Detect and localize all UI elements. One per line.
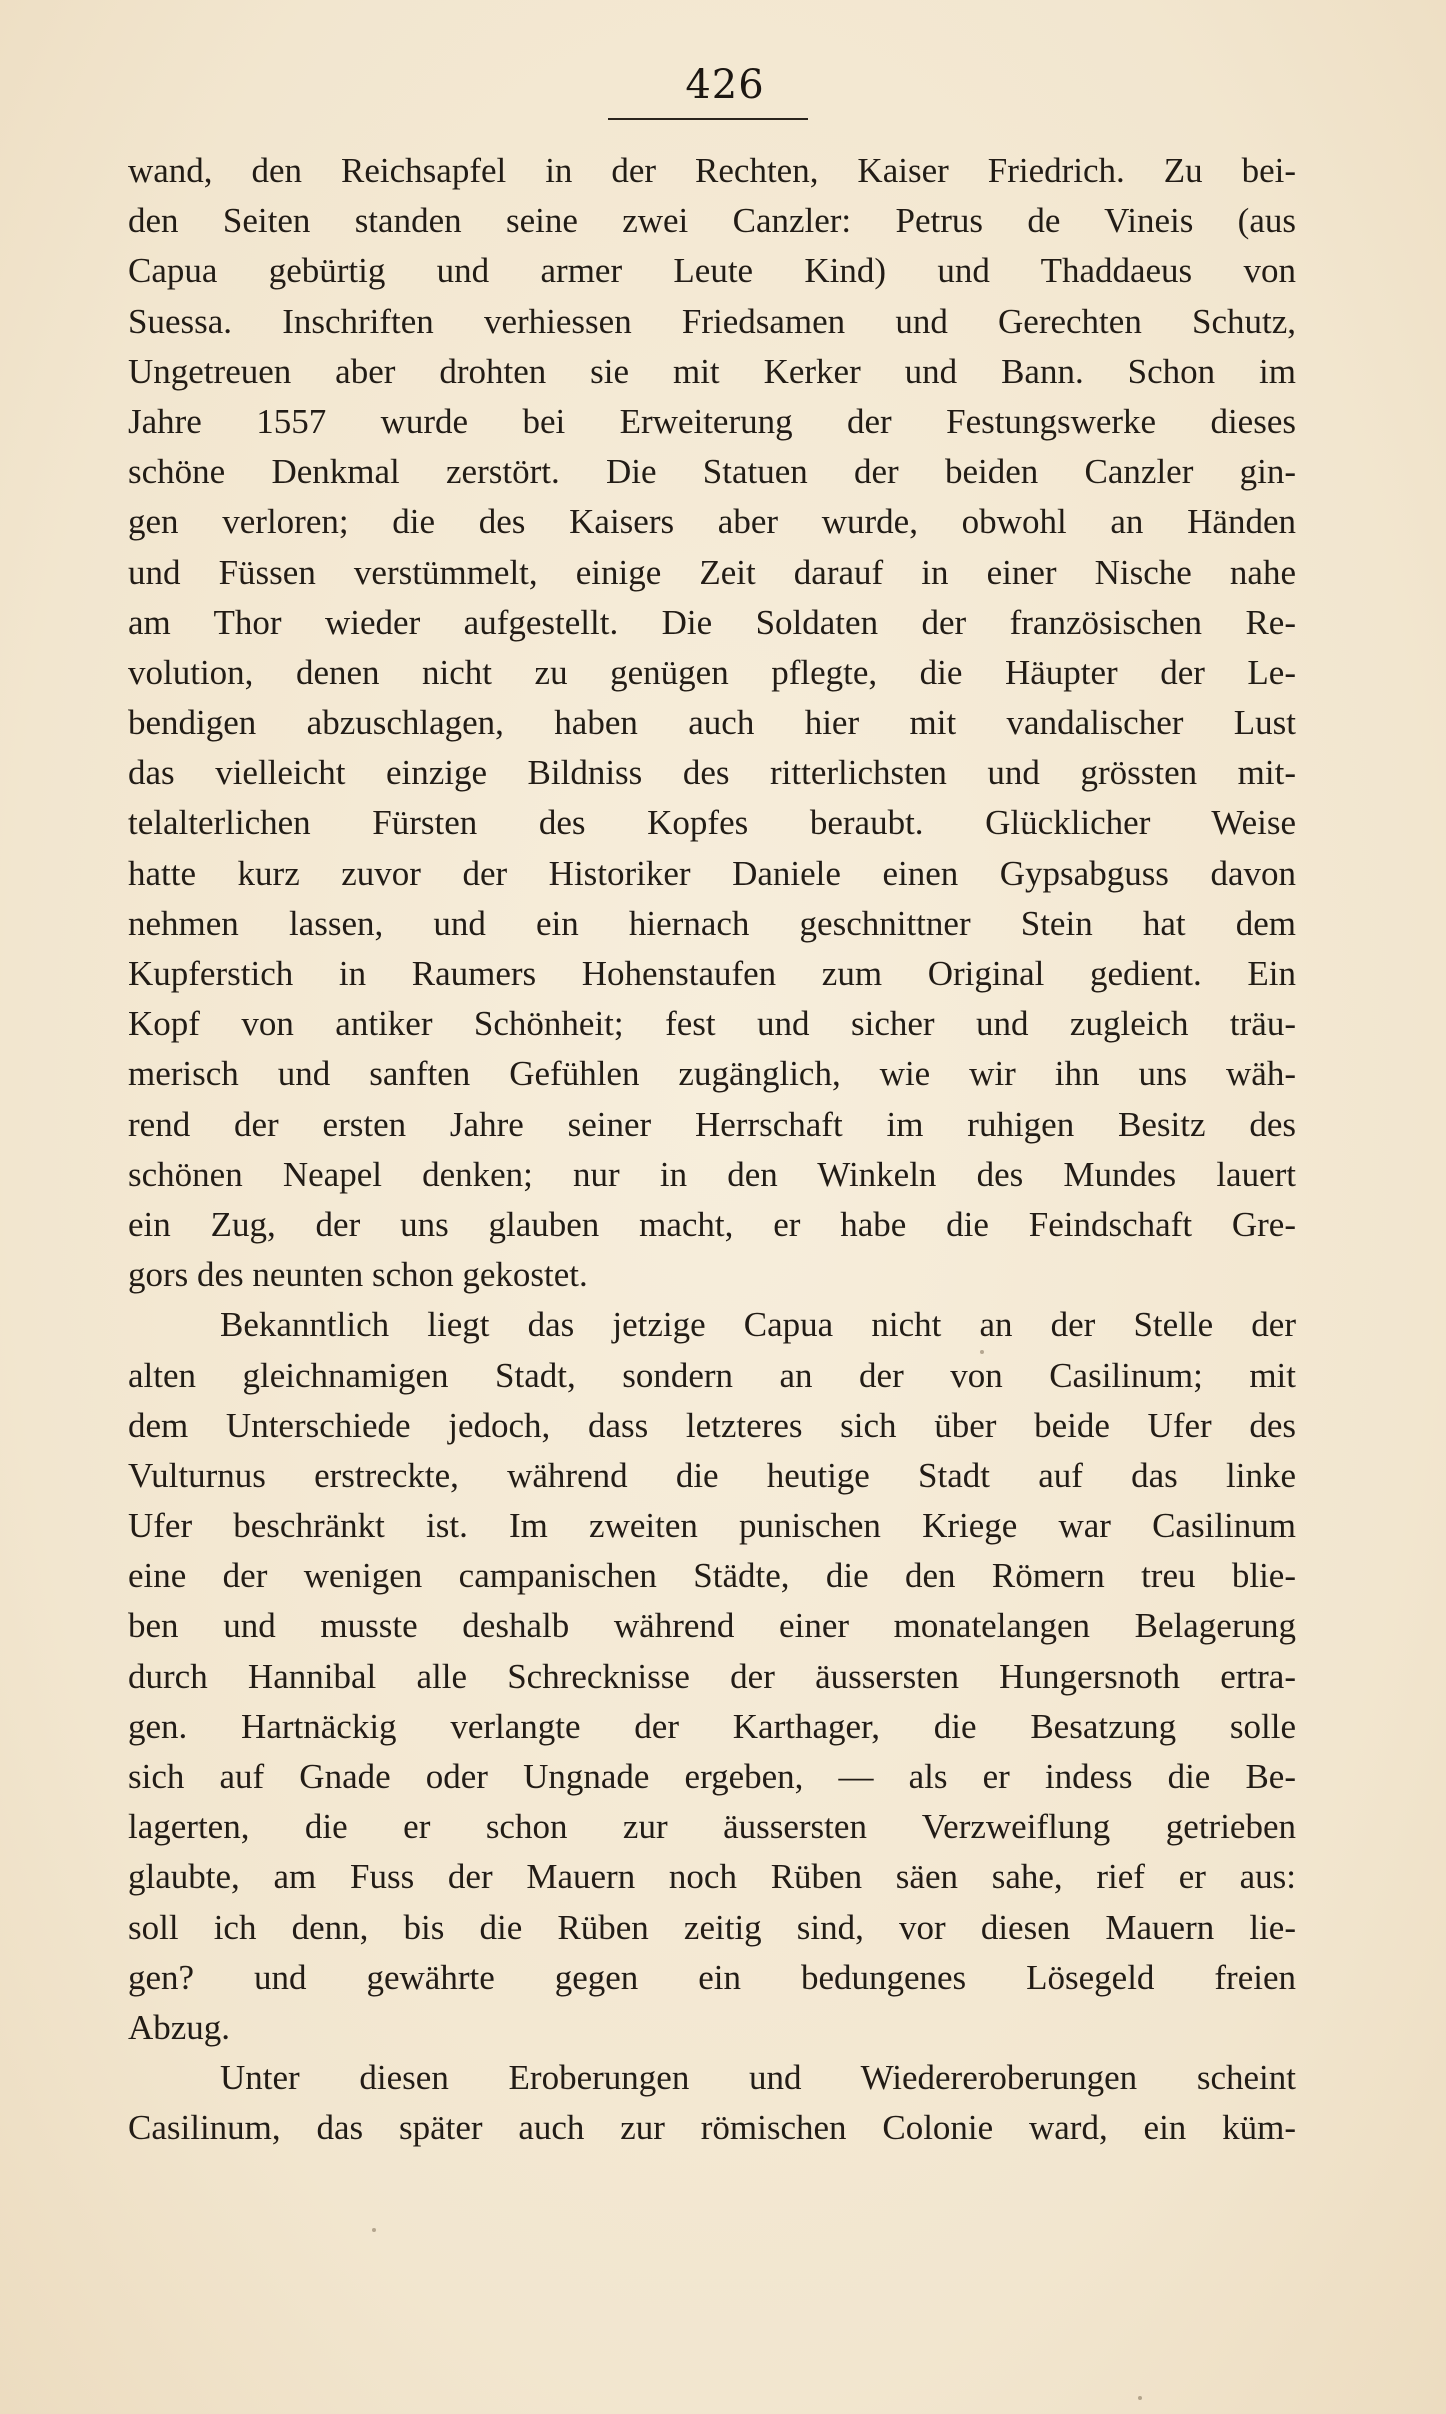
text-line: Ufer beschränkt ist. Im zweiten punischen Kriege war Casilinum: [128, 1506, 1296, 1546]
text-line: merisch und sanften Gefühlen zugänglich, wie wir ihn uns wäh-: [128, 1054, 1296, 1094]
text-line: Abzug.: [128, 2007, 231, 2047]
text-line: Casilinum, das später auch zur römischen Colonie ward, ein küm-: [128, 2108, 1296, 2148]
paper-speck: [372, 2228, 376, 2232]
text-line: ein Zug, der uns glauben macht, er habe die Feindschaft Gre-: [128, 1204, 1296, 1244]
text-line: Suessa. Inschriften verhiessen Friedsamen und Gerechten Schutz,: [128, 301, 1296, 341]
text-line: Capua gebürtig und armer Leute Kind) und Thaddaeus von: [128, 251, 1296, 291]
header-rule: [608, 118, 808, 120]
text-line: ben und musste deshalb während einer monatelangen Belagerung: [128, 1606, 1296, 1646]
page-number: 426: [685, 62, 765, 108]
paragraph: [128, 1300, 1296, 2053]
text-line: rend der ersten Jahre seiner Herrschaft im ruhigen Besitz des: [128, 1104, 1296, 1144]
text-line: telalterlichen Fürsten des Kopfes beraubt. Glücklicher Weise: [128, 803, 1296, 843]
paper-speck: [1138, 2396, 1142, 2400]
text-line: gen verloren; die des Kaisers aber wurde, obwohl an Händen: [128, 502, 1296, 542]
text-line: das vielleicht einzige Bildniss des ritterlichsten und grössten mit-: [128, 753, 1296, 793]
text-line: den Seiten standen seine zwei Canzler: Petrus de Vineis (aus: [128, 201, 1296, 241]
text-line: gen? und gewährte gegen ein bedungenes Lösegeld freien: [128, 1957, 1296, 1997]
text-line: und Füssen verstümmelt, einige Zeit darauf in einer Nische nahe: [128, 552, 1296, 592]
paragraph: [128, 2053, 1296, 2153]
text-line: Jahre 1557 wurde bei Erweiterung der Festungswerke dieses: [128, 401, 1296, 441]
text-line: am Thor wieder aufgestellt. Die Soldaten der französischen Re-: [128, 602, 1296, 642]
text-line: schöne Denkmal zerstört. Die Statuen der beiden Canzler gin-: [128, 452, 1296, 492]
text-line: eine der wenigen campanischen Städte, die den Römern treu blie-: [128, 1556, 1296, 1596]
text-line: wand, den Reichsapfel in der Rechten, Kaiser Friedrich. Zu bei-: [128, 151, 1296, 190]
text-line: Unter diesen Eroberungen und Wiedereroberungen scheint: [220, 2058, 1296, 2098]
text-line: soll ich denn, bis die Rüben zeitig sind, vor diesen Mauern lie-: [128, 1907, 1296, 1947]
text-line: gors des neunten schon gekostet.: [128, 1255, 588, 1295]
paragraph: [128, 146, 1296, 1300]
text-line: Ungetreuen aber drohten sie mit Kerker und Bann. Schon im: [128, 351, 1296, 391]
text-line: volution, denen nicht zu genügen pflegte, die Häupter der Le-: [128, 652, 1296, 692]
text-line: nehmen lassen, und ein hiernach geschnittner Stein hat dem: [128, 903, 1296, 943]
text-line: Bekanntlich liegt das jetzige Capua nicht an der Stelle der: [220, 1305, 1296, 1345]
paper-speck: [980, 1350, 984, 1354]
text-line: durch Hannibal alle Schrecknisse der äussersten Hungersnoth ertra-: [128, 1656, 1296, 1696]
text-line: dem Unterschiede jedoch, dass letzteres sich über beide Ufer des: [128, 1405, 1296, 1445]
text-line: lagerten, die er schon zur äussersten Verzweiflung getrieben: [128, 1807, 1296, 1847]
text-line: Kopf von antiker Schönheit; fest und sicher und zugleich träu-: [128, 1004, 1296, 1044]
text-line: schönen Neapel denken; nur in den Winkeln des Mundes lauert: [128, 1154, 1296, 1194]
text-line: sich auf Gnade oder Ungnade ergeben, — als er indess die Be-: [128, 1757, 1296, 1796]
text-line: bendigen abzuschlagen, haben auch hier mit vandalischer Lust: [128, 703, 1296, 743]
text-line: Vulturnus erstreckte, während die heutige Stadt auf das linke: [128, 1455, 1296, 1495]
text-line: alten gleichnamigen Stadt, sondern an der von Casilinum; mit: [128, 1355, 1296, 1395]
text-line: Kupferstich in Raumers Hohenstaufen zum Original gedient. Ein: [128, 954, 1296, 993]
text-line: gen. Hartnäckig verlangte der Karthager, die Besatzung solle: [128, 1706, 1296, 1746]
body-text: [128, 146, 1296, 2154]
text-line: hatte kurz zuvor der Historiker Daniele einen Gypsabguss davon: [128, 853, 1296, 893]
text-line: glaubte, am Fuss der Mauern noch Rüben säen sahe, rief er aus:: [128, 1857, 1296, 1897]
